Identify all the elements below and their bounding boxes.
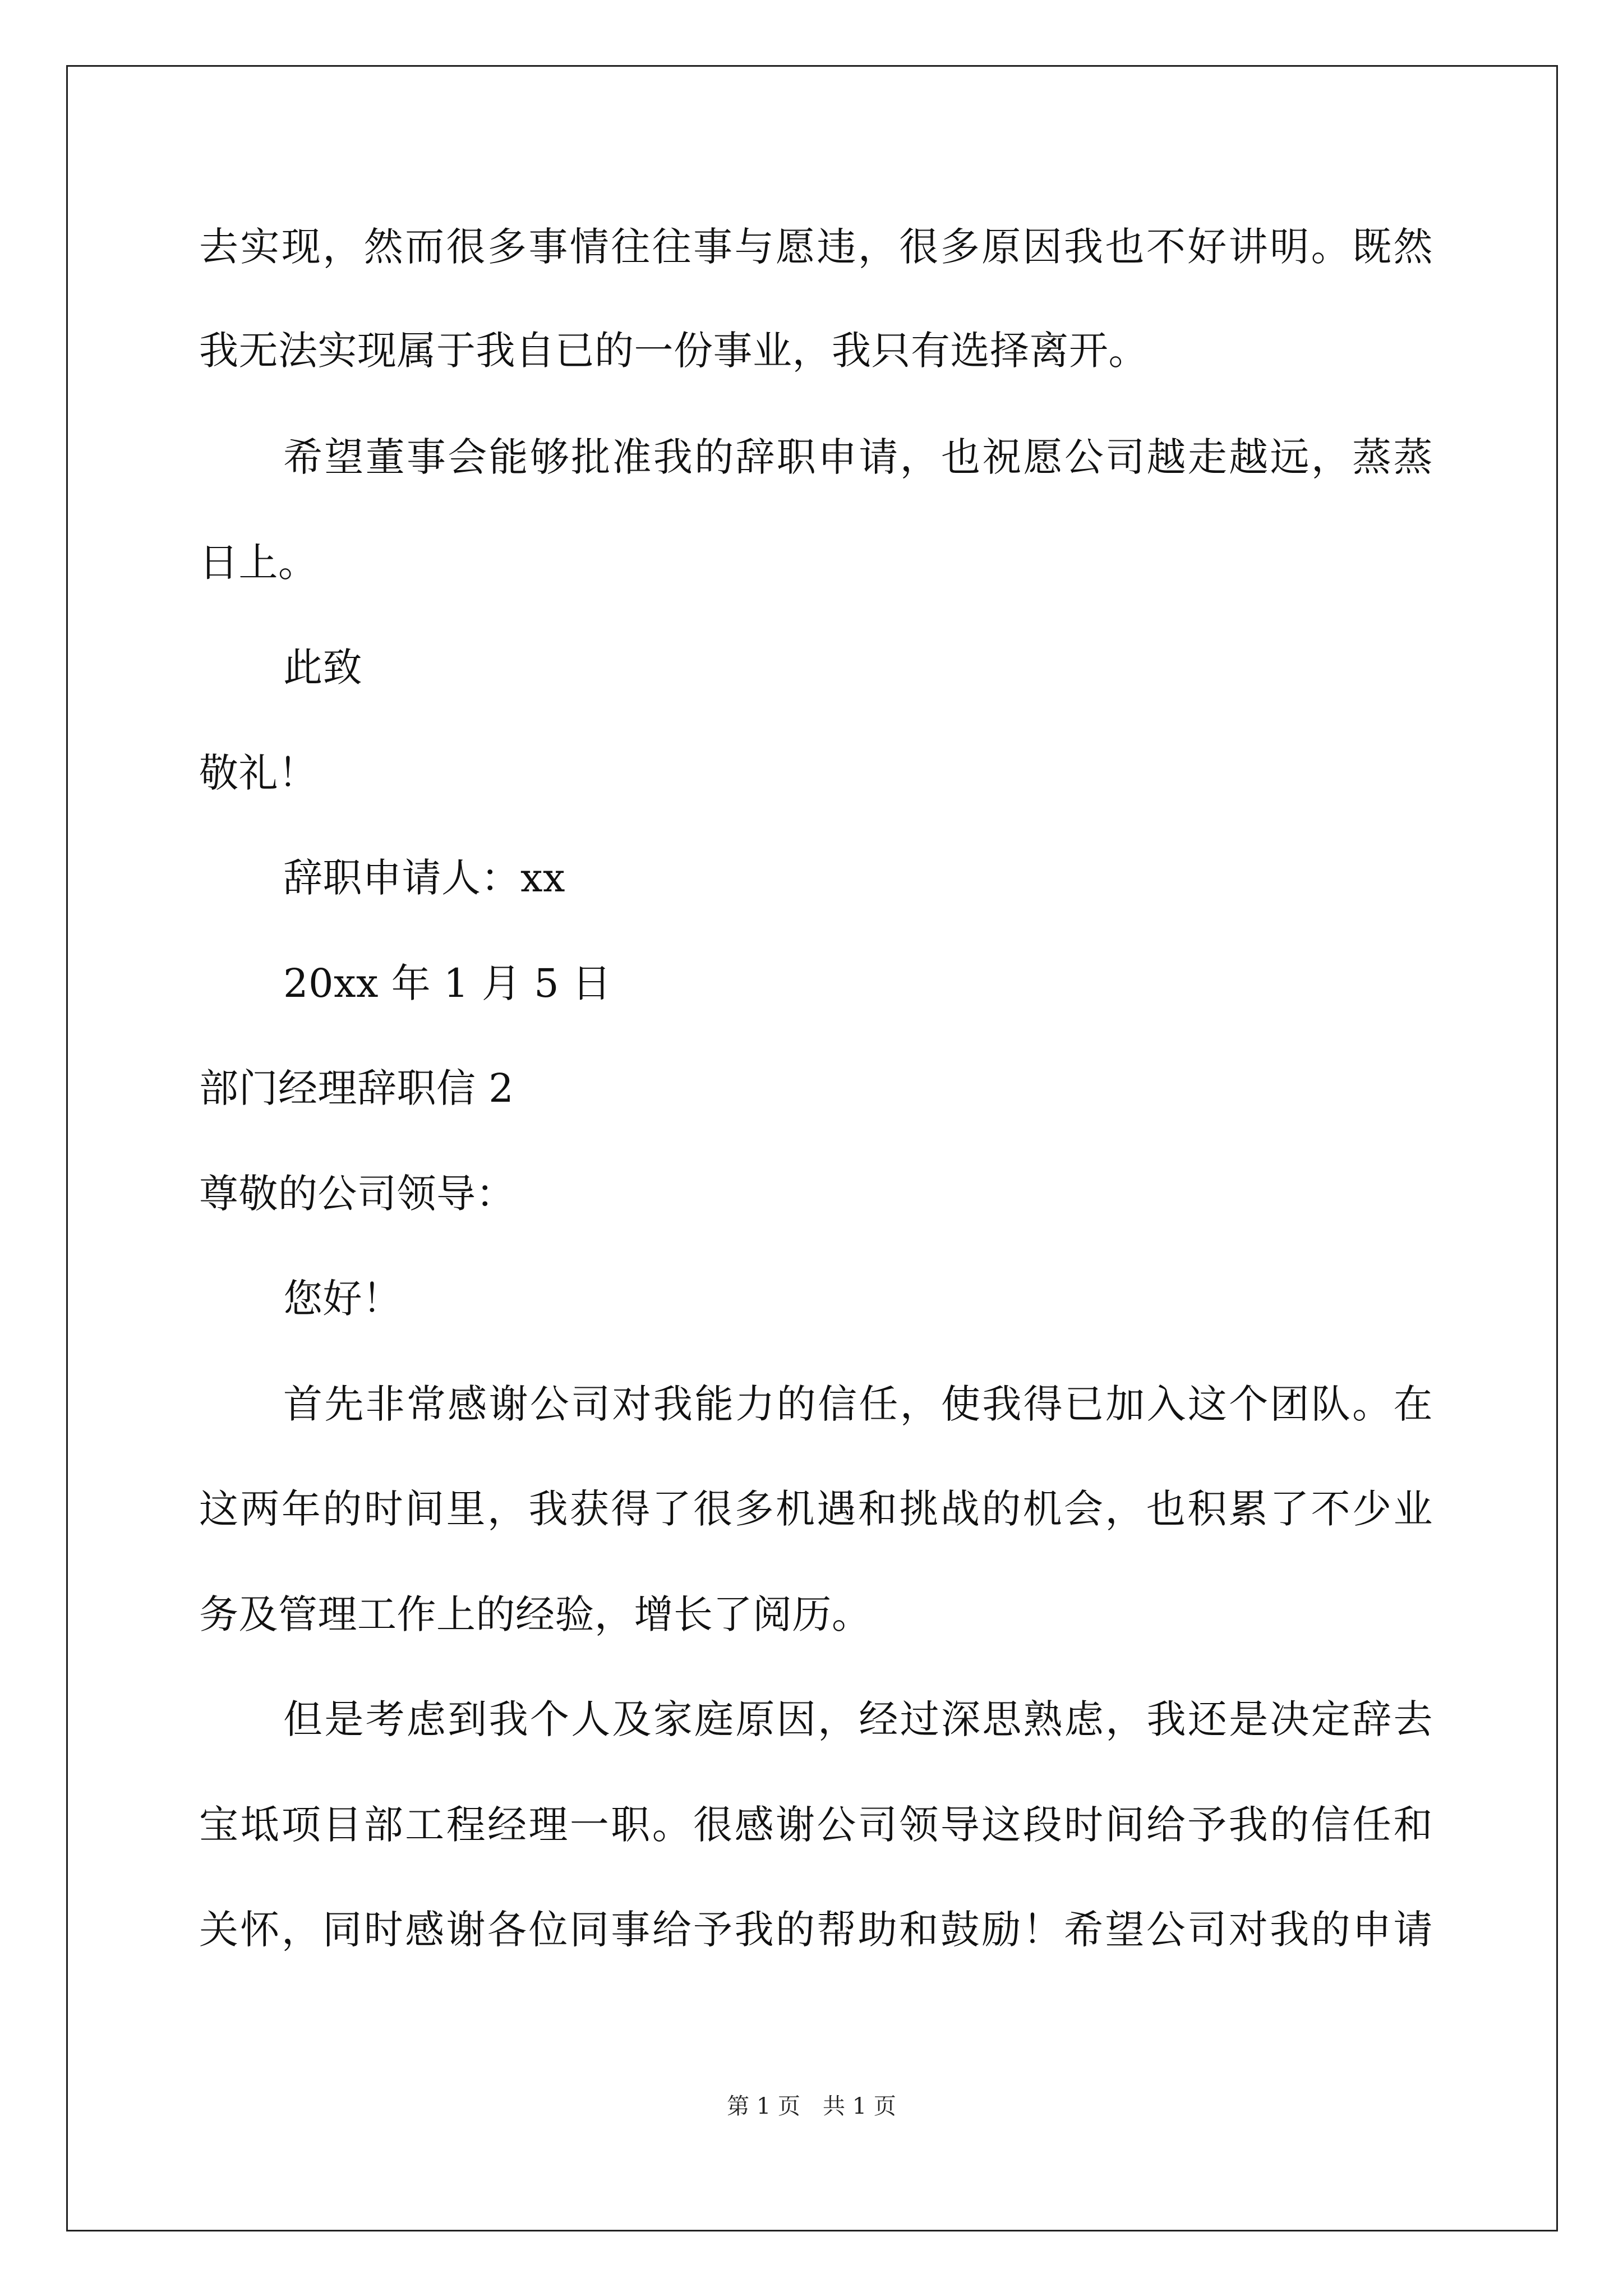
paragraph-1-line-1: 去实现，然而很多事情往往事与愿违，很多原因我也不好讲明。既然 — [199, 224, 1433, 270]
paragraph-3-line-3: 务及管理工作上的经验，增长了阅历。 — [199, 1591, 872, 1637]
paragraph-4-line-1: 但是考虑到我个人及家庭原因，经过深思熟虑，我还是决定辞去 — [283, 1696, 1433, 1742]
closing-line-2: 敬礼！ — [199, 750, 318, 796]
paragraph-4-line-2: 宝坻项目部工程经理一职。很感谢公司领导这段时间给予我的信任和 — [199, 1802, 1433, 1848]
closing-line-1: 此致 — [283, 645, 362, 691]
paragraph-1-line-2: 我无法实现属于我自已的一份事业，我只有选择离开。 — [199, 328, 1148, 374]
date-line: 20xx 年 1 月 5 日 — [283, 960, 612, 1006]
letter-2-title: 部门经理辞职信 2 — [199, 1065, 514, 1111]
paragraph-3-line-2: 这两年的时间里，我获得了很多机遇和挑战的机会，也积累了不少业 — [199, 1486, 1433, 1532]
page-footer: 第 1 页 共 1 页 — [727, 2093, 896, 2119]
paragraph-3-line-1: 首先非常感谢公司对我能力的信任，使我得已加入这个团队。在 — [283, 1381, 1433, 1427]
paragraph-2-line-2: 日上。 — [199, 540, 318, 586]
greeting: 您好！ — [283, 1276, 402, 1322]
signature-line: 辞职申请人：xx — [283, 855, 565, 901]
salutation: 尊敬的公司领导： — [199, 1171, 515, 1217]
paragraph-4-line-3: 关怀，同时感谢各位同事给予我的帮助和鼓励！希望公司对我的申请 — [199, 1907, 1433, 1953]
paragraph-2-line-1: 希望董事会能够批准我的辞职申请，也祝愿公司越走越远，蒸蒸 — [283, 434, 1433, 480]
